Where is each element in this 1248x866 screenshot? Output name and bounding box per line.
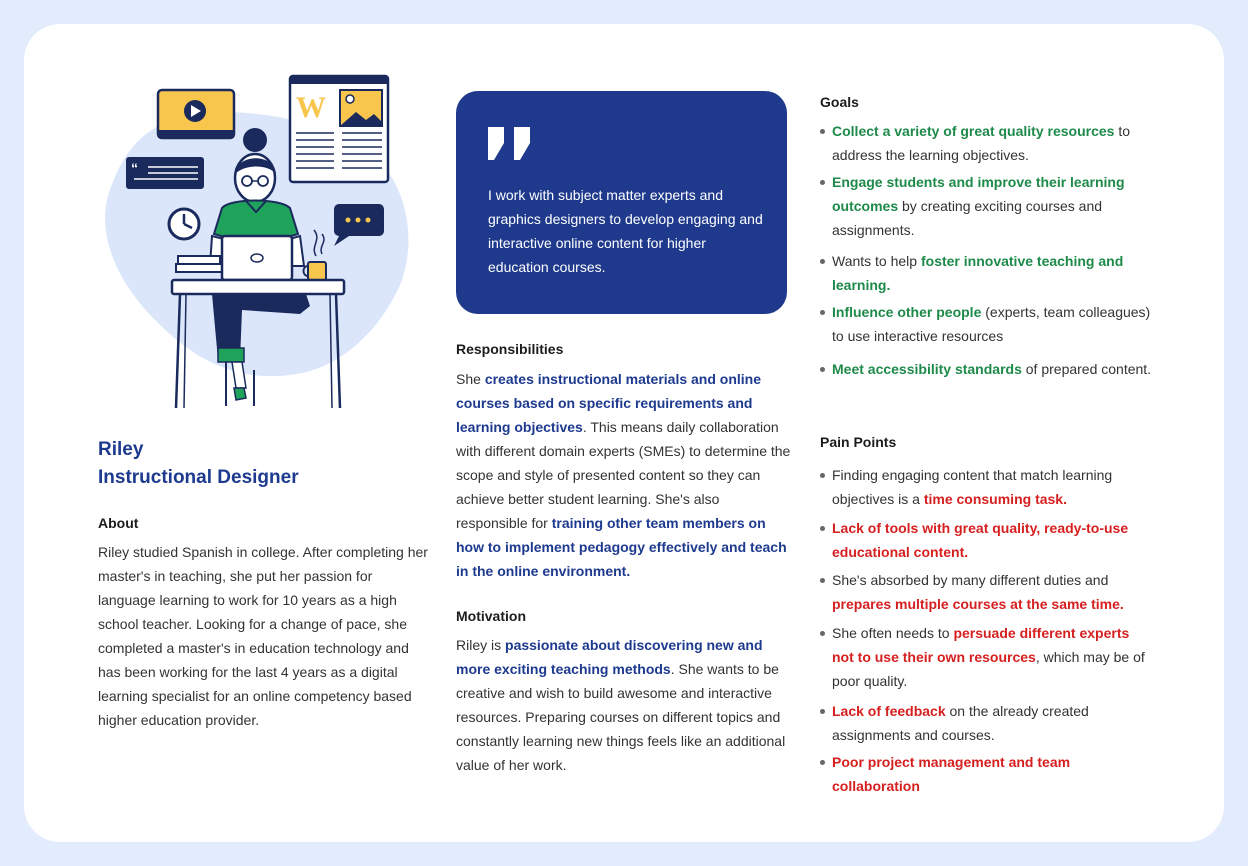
responsibilities-text-2: . This means daily collaboration with different domain experts (SMEs) to determine the scope and style of presented content so they can achieve better student learning. She's also responsible for (456, 419, 791, 531)
pain-points-heading: Pain Points (820, 434, 897, 450)
responsibilities-highlight-1: creates instructional materials and online courses based on specific requirements and learning objectives (456, 371, 762, 435)
about-text: Riley studied Spanish in college. After completing her master's in teaching, she put her passion for language learning to work for 10 years as a high school teacher. Looking for a change of pace, she completed a master's in education technology and has been working for the last 4 years as a digital learning specialist for an online competency based higher education provider. (98, 544, 428, 728)
books-icon (176, 256, 222, 272)
goal-item: Influence other people (experts, team colleagues) to use interactive resources (832, 300, 1152, 348)
svg-text:“: “ (131, 160, 138, 176)
responsibilities-text (456, 367, 791, 583)
clock-icon (169, 209, 199, 239)
chat-quote-icon (126, 157, 204, 189)
about-heading: About (98, 515, 139, 531)
motivation-text (456, 633, 791, 777)
motivation-text-2: . She wants to be creative and wish to build awesome and interactive resources. Preparing courses on different topics and constantly learning new things feels like an additional value of her work. (456, 661, 786, 773)
motivation-highlight-1: passionate about discovering new and more exciting teaching methods (456, 637, 763, 677)
persona-illustration (100, 70, 430, 415)
quote-text: I work with subject matter experts and graphics designers to develop engaging and interactive online content for higher education courses. (488, 187, 763, 275)
responsibilities-highlight-2: training other team members on how to implement pedagogy effectively and teach in the online environment. (456, 515, 787, 579)
goal-item: Meet accessibility standards of prepared content. (832, 357, 1152, 381)
pain-point-item: Lack of feedback on the already created assignments and courses. (832, 699, 1152, 747)
persona-name: Riley (98, 439, 144, 460)
laptop-icon (222, 236, 292, 280)
goals-heading: Goals (820, 94, 859, 110)
goal-item: Wants to help foster innovative teaching and learning. (832, 249, 1152, 297)
document-icon (290, 76, 388, 182)
persona-role: Instructional Designer (98, 467, 299, 488)
responsibilities-heading: Responsibilities (456, 341, 564, 357)
motivation-text-1: Riley is (456, 637, 506, 653)
motivation-heading: Motivation (456, 608, 526, 624)
quote-mark-icon (488, 127, 532, 161)
document-letter: W (296, 91, 326, 124)
persona-name-block (98, 436, 299, 492)
pain-point-item: Finding engaging content that match learning objectives is a time consuming task. (832, 463, 1152, 511)
responsibilities-text-1: She (456, 371, 485, 387)
pain-point-item: Poor project management and team collaboration (832, 750, 1152, 798)
pain-point-item: She's absorbed by many different duties and prepares multiple courses at the same time. (832, 568, 1152, 616)
video-play-icon (158, 90, 234, 138)
pain-point-item: She often needs to persuade different experts not to use their own resources, which may be of poor quality. (832, 621, 1152, 693)
pain-point-item: Lack of tools with great quality, ready-to-use educational content. (832, 516, 1152, 564)
goal-item: Engage students and improve their learning outcomes by creating exciting courses and assignments. (832, 170, 1152, 242)
quote-card (456, 91, 787, 314)
goal-item: Collect a variety of great quality resources to address the learning objectives. (832, 119, 1152, 167)
